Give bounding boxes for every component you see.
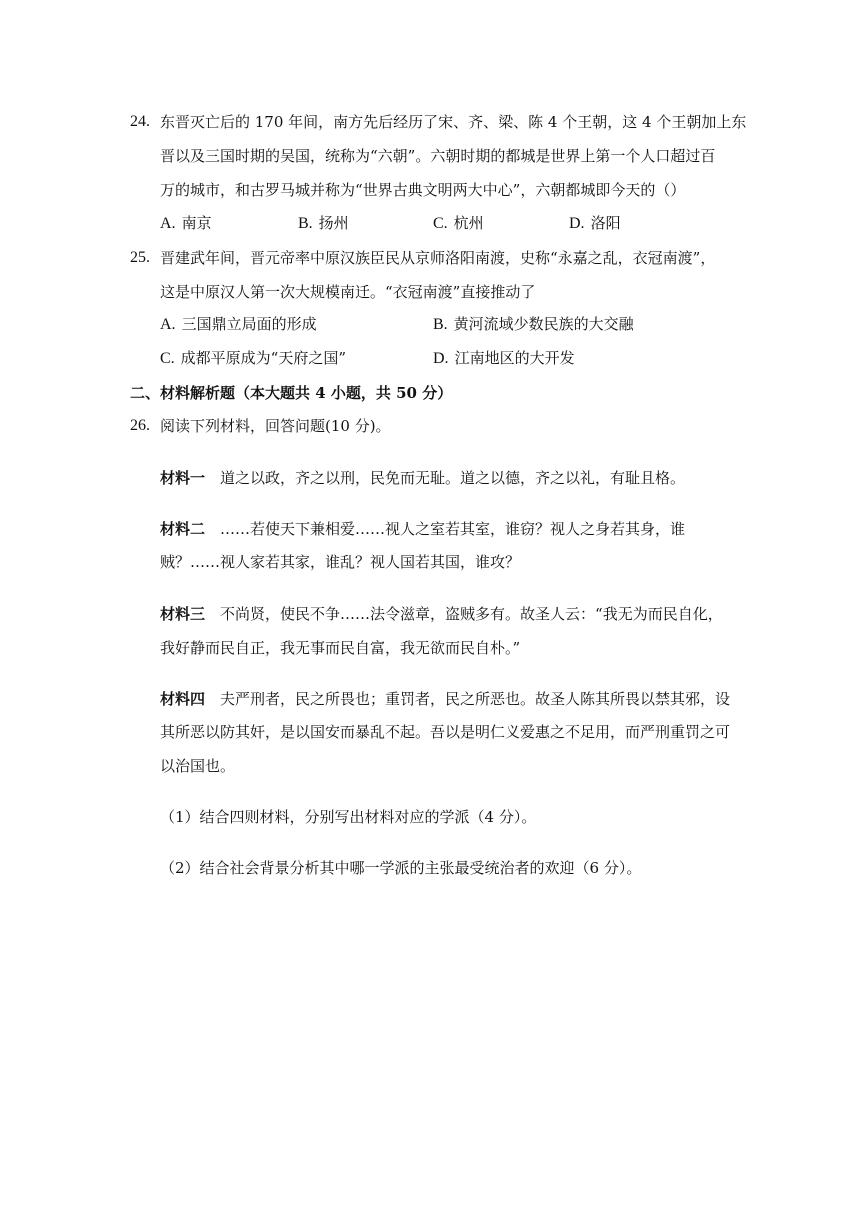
sub-question-1: （1）结合四则材料，分别写出材料对应的学派（4 分）。 xyxy=(160,808,537,826)
option-text: 南京 xyxy=(181,214,212,232)
material-text: ……若使天下兼相爱……视人之室若其室，谁窃？视人之身若其身，谁 xyxy=(220,520,686,538)
option-c xyxy=(433,213,484,234)
option-d xyxy=(569,213,621,234)
option-letter: B. xyxy=(433,316,448,333)
section-title: 二、材料解析题（本大题共 4 小题，共 50 分） xyxy=(130,384,453,402)
option-text: 扬州 xyxy=(318,214,349,232)
sub-question-2: （2）结合社会背景分析其中哪一学派的主张最受统治者的欢迎（6 分）。 xyxy=(160,859,642,877)
material-text: 道之以政，齐之以刑，民免而无耻。道之以德，齐之以礼，有耻且格。 xyxy=(220,469,686,487)
material-label: 材料四 xyxy=(160,690,206,708)
material-text: 其所恶以防其奸，是以国安而暴乱不起。吾以是明仁义爱惠之不足用，而严刑重罚之可 xyxy=(160,723,731,741)
material-text: 不尚贤，使民不争……法令滋章，盗贼多有。故圣人云：“我无为而民自化， xyxy=(220,605,723,623)
question-prompt: 阅读下列材料，回答问题(10 分)。 xyxy=(160,417,391,435)
option-text: 三国鼎立局面的形成 xyxy=(181,315,317,333)
material-line xyxy=(160,468,685,488)
material-label: 材料三 xyxy=(160,605,206,623)
material-line xyxy=(160,604,723,624)
option-text: 成都平原成为“天府之国” xyxy=(180,349,347,367)
material-line xyxy=(160,689,730,709)
material-line xyxy=(160,519,685,539)
material-text: 夫严刑者，民之所畏也；重罚者，民之所恶也。故圣人陈其所畏以禁其邪，设 xyxy=(220,690,731,708)
material-text: 贼？……视人家若其家，谁乱？视人国若其国，谁攻？ xyxy=(160,553,521,571)
option-letter: D. xyxy=(433,350,449,367)
option-b xyxy=(433,314,634,335)
option-a xyxy=(160,314,317,335)
question-text-line: 晋以及三国时期的吴国，统称为“六朝”。六朝时期的都城是世界上第一个人口超过百 xyxy=(160,147,716,165)
question-text-line: 东晋灭亡后的 170 年间，南方先后经历了宋、齐、梁、陈 4 个王朝，这 4 个王朝加上东 xyxy=(160,113,747,131)
question-number: 25. xyxy=(130,249,150,266)
option-letter: D. xyxy=(569,215,585,232)
question-number: 26. xyxy=(130,417,150,434)
option-a xyxy=(160,213,212,234)
option-text: 黄河流域少数民族的大交融 xyxy=(453,315,634,333)
option-b xyxy=(298,213,349,234)
option-letter: C. xyxy=(433,215,448,232)
question-number: 24. xyxy=(130,113,150,130)
question-text-line: 晋建武年间，晋元帝率中原汉族臣民从京师洛阳南渡，史称“永嘉之乱，衣冠南渡”， xyxy=(160,249,716,267)
option-letter: B. xyxy=(298,215,313,232)
option-text: 洛阳 xyxy=(590,214,621,232)
option-letter: C. xyxy=(160,350,175,367)
option-letter: A. xyxy=(160,316,176,333)
option-d xyxy=(433,348,575,369)
material-text: 以治国也。 xyxy=(160,757,236,775)
question-text-line: 这是中原汉人第一次大规模南迁。“衣冠南渡”直接推动了 xyxy=(160,283,536,301)
option-text: 杭州 xyxy=(453,214,484,232)
material-label: 材料二 xyxy=(160,520,206,538)
option-letter: A. xyxy=(160,215,176,232)
material-text: 我好静而民自正，我无事而民自富，我无欲而民自朴。” xyxy=(160,639,521,657)
option-c xyxy=(160,348,346,369)
material-label: 材料一 xyxy=(160,469,206,487)
question-text-line: 万的城市，和古罗马城并称为“世界古典文明两大中心”，六朝都城即今天的（） xyxy=(160,181,686,199)
option-text: 江南地区的大开发 xyxy=(454,349,575,367)
